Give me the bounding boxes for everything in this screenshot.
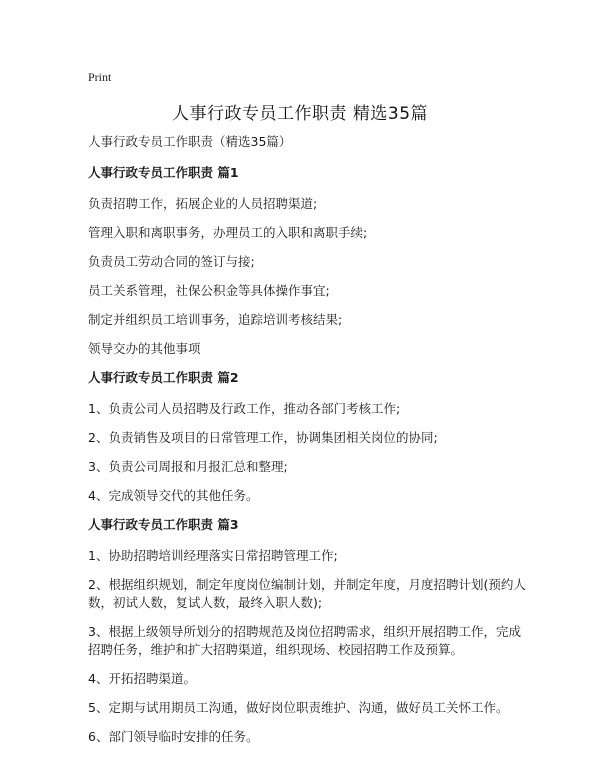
section-2 [88,369,528,505]
list-item: 管理入职和离职事务，办理员工的入职和离职手续; [88,225,368,240]
section-1 [88,164,528,358]
document-title: 人事行政专员工作职责 精选35篇 [171,104,429,124]
list-item: 4、开拓招聘渠道。 [88,671,196,686]
list-item: 2、负责销售及项目的日常管理工作，协调集团相关岗位的协同; [88,430,438,445]
section-heading: 人事行政专员工作职责 篇2 [88,370,239,385]
list-item: 1、协助招聘培训经理落实日常招聘管理工作; [88,548,338,563]
list-item: 员工关系管理，社保公积金等具体操作事宜; [88,283,330,298]
section-heading: 人事行政专员工作职责 篇3 [88,517,239,532]
list-item: 领导交办的其他事项 [88,341,201,356]
print-link[interactable]: Print [88,70,112,84]
list-item: 3、根据上级领导所划分的招聘规范及岗位招聘需求，组织开展招聘工作，完成招聘任务，维护和扩大招聘渠道，组织现场、校园招聘工作及预算。 [88,624,521,657]
document-body [88,133,528,757]
section-3 [88,516,528,746]
list-item: 负责员工劳动合同的签订与接; [88,254,255,269]
list-item: 6、部门领导临时安排的任务。 [88,729,259,744]
section-heading: 人事行政专员工作职责 篇1 [88,165,239,180]
list-item: 2、根据组织规划，制定年度岗位编制计划，并制定年度，月度招聘计划(预约人数，初试人数，复试人数，最终入职人数); [88,577,526,610]
list-item: 1、负责公司人员招聘及行政工作，推动各部门考核工作; [88,401,401,416]
list-item: 负责招聘工作，拓展企业的人员招聘渠道; [88,196,318,211]
list-item: 5、定期与试用期员工沟通，做好岗位职责维护、沟通，做好员工关怀工作。 [88,700,509,715]
document-subtitle: 人事行政专员工作职责（精选35篇） [88,134,292,149]
list-item: 3、负责公司周报和月报汇总和整理; [88,459,288,474]
list-item: 制定并组织员工培训事务，追踪培训考核结果; [88,312,343,327]
list-item: 4、完成领导交代的其他任务。 [88,488,259,503]
